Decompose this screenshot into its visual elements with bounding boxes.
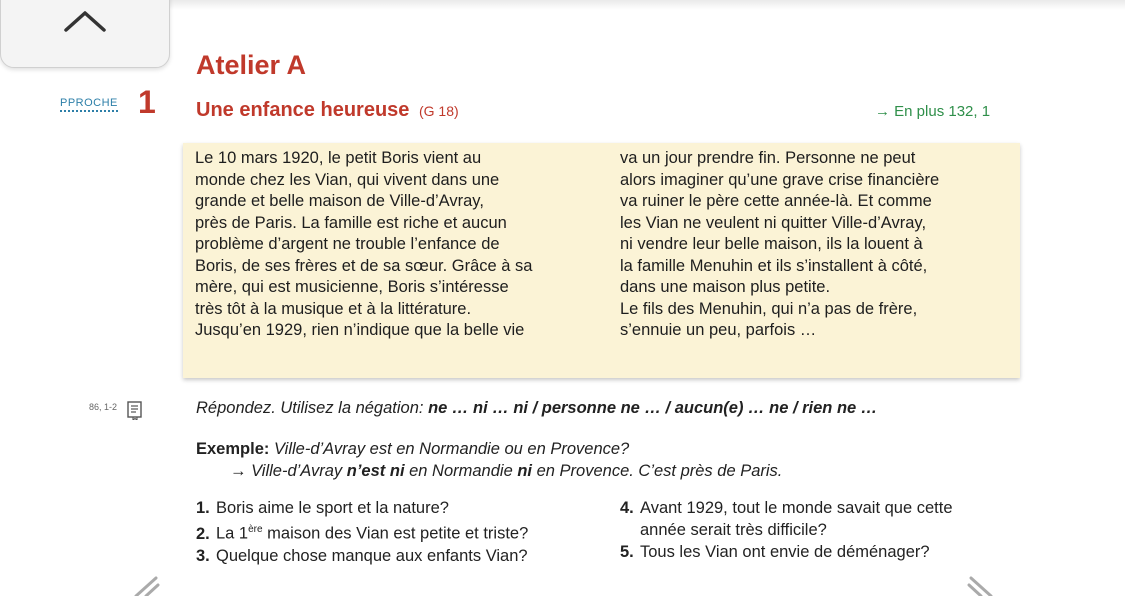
answer-part: en Normandie xyxy=(404,462,518,480)
question-item xyxy=(620,541,953,563)
example-line xyxy=(196,440,629,459)
approach-badge: PPROCHE xyxy=(60,97,118,112)
exercise-instruction xyxy=(196,399,877,418)
question-text: Quelque chose manque aux enfants Vian? xyxy=(216,546,528,565)
negation-forms: ne … ni … ni / personne ne … / aucun(e) … ne / rien ne … xyxy=(428,399,878,417)
answer-negation: ni xyxy=(517,462,533,480)
question-number: 2. xyxy=(196,524,210,543)
question-text-continued: année serait très difficile? xyxy=(640,521,827,539)
see-also-link[interactable]: → En plus 132, 1 xyxy=(875,103,991,120)
page-top-edge xyxy=(170,0,1125,10)
reading-text-column-1: Le 10 mars 1920, le petit Boris vient au monde chez les Vian, qui vivent dans une grande et belle maison de Ville-d’Avray, près de Paris. La famille est riche et aucun problème d’argent ne trouble l’enfance de Boris, de ses frères et de sa sœur. Grâce à sa mère, qui est musicienne, Boris s’intéresse très tôt à la musique et à la littérature. Jusqu’en 1929, rien n’indique que la belle vie xyxy=(195,149,533,339)
answer-negation: n’est ni xyxy=(346,462,405,480)
reading-text-column-2: va un jour prendre fin. Personne ne peut alors imaginer qu’une grave crise financière va ruiner le père cette année-là. Et comme les Vian ne veulent ni quitter Ville-d’Avray, ni vendre leur belle maison, ils la louent à la famille Menuhin et ils s’installent à côté, dans une maison plus petite. Le fils des Menuhin, qui n’a pas de frère, s’ennuie un peu, parfois … xyxy=(620,149,940,339)
example-label: Exemple: xyxy=(196,440,270,458)
page-title: Atelier A xyxy=(196,50,307,80)
question-number: 5. xyxy=(620,543,634,561)
exercise-title-text: Une enfance heureuse xyxy=(196,99,410,121)
example-question: Ville-d’Avray est en Normandie ou en Provence? xyxy=(273,440,630,458)
exercise-number: 1 xyxy=(138,84,156,120)
question-item xyxy=(196,545,528,567)
answer-part: → Ville-d’Avray xyxy=(230,462,347,480)
question-number: 1. xyxy=(196,499,210,517)
question-number: 3. xyxy=(196,546,210,565)
answer-part: en Provence. C’est près de Paris. xyxy=(532,462,783,480)
question-item xyxy=(196,519,528,545)
reading-text-box xyxy=(183,143,1020,378)
question-text: La 1 xyxy=(216,524,249,543)
question-text: Tous les Vian ont envie de déménager? xyxy=(640,543,930,561)
question-list-right xyxy=(620,497,953,563)
question-item xyxy=(620,497,953,541)
instruction-text: Répondez. Utilisez la négation: xyxy=(196,399,424,417)
grammar-reference: (G 18) xyxy=(418,103,459,119)
workbook-reference: 86, 1-2 xyxy=(89,402,118,412)
question-superscript: ère xyxy=(248,524,263,535)
example-answer xyxy=(230,462,782,481)
question-text: maison des Vian est petite et triste? xyxy=(262,524,529,543)
question-item xyxy=(196,497,528,519)
question-list-left xyxy=(196,497,528,567)
resize-handle-icon[interactable] xyxy=(132,574,162,596)
question-number: 4. xyxy=(620,499,634,517)
book-icon xyxy=(126,400,144,420)
collapse-button[interactable] xyxy=(0,0,170,68)
question-text: Boris aime le sport et la nature? xyxy=(216,499,449,517)
question-text: Avant 1929, tout le monde savait que cette xyxy=(640,499,953,517)
exercise-title xyxy=(196,99,459,122)
resize-handle-icon[interactable] xyxy=(965,574,995,596)
chevron-up-icon xyxy=(63,9,107,33)
